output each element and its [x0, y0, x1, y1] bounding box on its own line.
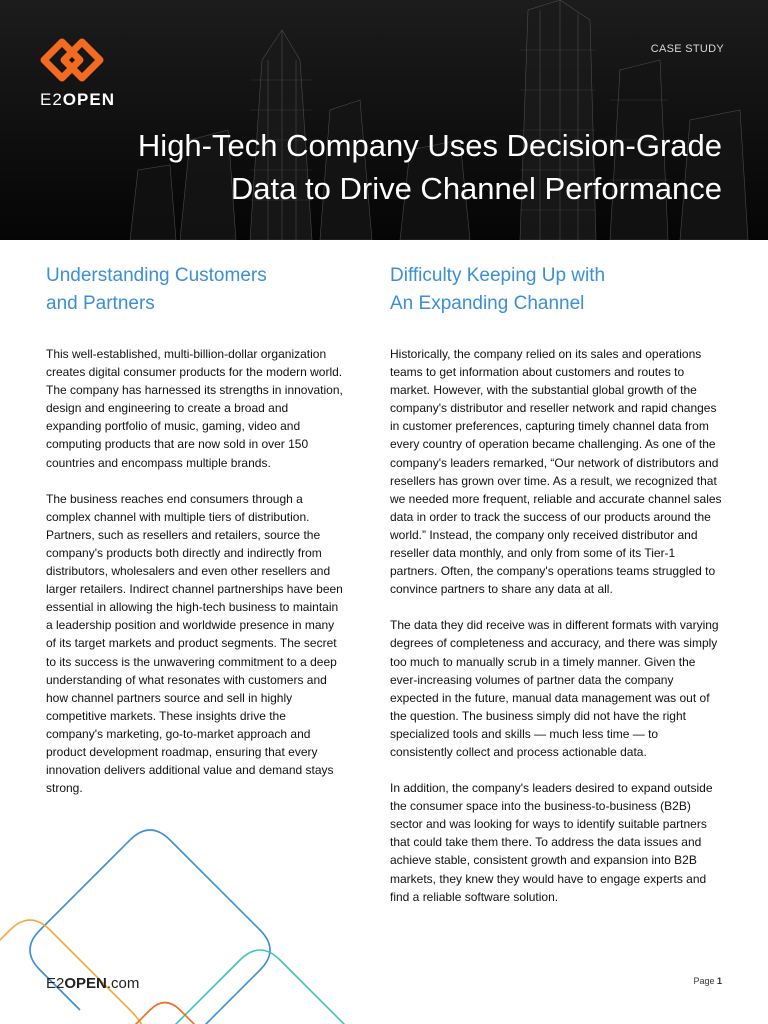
paragraph: The business reaches end consumers through a complex channel with multiple tiers of distribution. Partners, such as resellers and retailers, source the company's products both directly and indirectly from distributors, wholesalers and even other resellers and larger retailers. Indirect channel partnerships have been essential in allowing the high-tech business to maintain a leadership position and worldwide presence in many of its target markets and product segments. The secret to its success is the unwavering commitment to a deep understanding of what resonates with customers and how channel partners source and sell in highly competitive markets. These insights drive the company's marketing, go-to-market approach and product development roadmap, ensuring that every innovation delivers additional value and demand stays strong.	[46, 491, 343, 796]
right-column	[390, 262, 722, 924]
paragraph: The data they did receive was in different formats with varying degrees of completeness and accuracy, and there was simply too much to manually scrub in a timely manner. Given the ever-increasing volumes of partner data the company expected in the future, manual data management was out of the question. The business simply did not have the right specialized tools and skills — much less time — to consistently collect and process actionable data.	[390, 618, 719, 759]
logo-wordmark: E2OPEN	[40, 90, 115, 109]
heading-line: Difficulty Keeping Up with	[390, 265, 606, 286]
heading-line: An Expanding Channel	[390, 293, 585, 314]
heading-line: and Partners	[46, 293, 155, 314]
page-title-line-2: Data to Drive Channel Performance	[230, 171, 722, 206]
paragraph: This well-established, multi-billion-dollar organization creates digital consumer products for the modern world. The company has harnessed its strengths in innovation, design and engineering to create a broad and expanding portfolio of music, gaming, video and computing products that are now sold in over 150 countries and encompass multiple brands.	[46, 347, 343, 470]
heading-line: Understanding Customers	[46, 265, 267, 286]
page-title	[82, 124, 722, 210]
hero-banner	[0, 0, 768, 240]
e2open-logo-icon	[40, 36, 124, 86]
website-link[interactable]: E2OPEN.com	[46, 975, 140, 992]
page-number: Page 1	[693, 976, 722, 986]
section-heading-channel	[390, 262, 722, 318]
paragraph: Historically, the company relied on its sales and operations teams to get information about customers and routes to market. However, with the substantial global growth of the company's distributor and reseller network and rapid changes in customer preferences, capturing timely channel data from every country of operation became challenging. As one of the company's leaders remarked, “Our network of distributors and resellers has grown over time. As a result, we recognized that we needed more frequent, reliable and accurate channel sales data in order to track the success of our products around the world.” Instead, the company only received distributor and reseller data monthly, and only from some of its Tier-1 partners. Often, the company's operations teams struggled to convince partners to share any data at all.	[390, 347, 722, 597]
document-type-label: CASE STUDY	[650, 43, 724, 55]
left-column	[46, 262, 346, 815]
paragraph: In addition, the company's leaders desired to expand outside the consumer space into the business-to-business (B2B) sector and was looking for ways to identify suitable partners that could take them there. To address the data issues and achieve stable, consistent growth and expansion into B2B markets, they knew they would have to engage experts and find a reliable software solution.	[390, 781, 713, 904]
section-heading-customers	[46, 262, 346, 318]
page-title-line-1: High-Tech Company Uses Decision-Grade	[137, 128, 722, 163]
